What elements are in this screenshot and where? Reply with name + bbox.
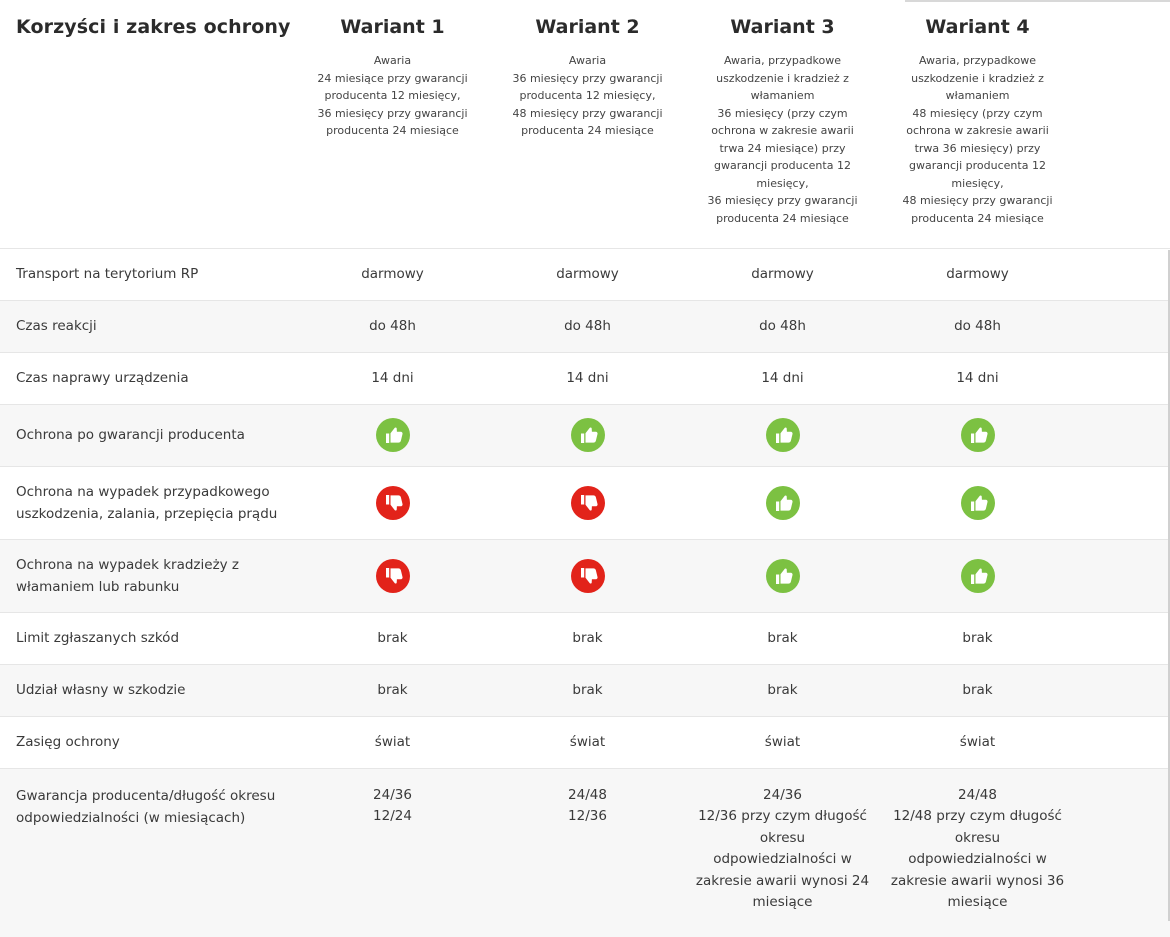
cell-variant-2: [490, 248, 685, 300]
row-label: [0, 404, 295, 466]
cell-line: 12/24: [373, 808, 412, 824]
cell-line: 24/36: [763, 786, 802, 803]
cell-value: darmowy: [751, 266, 814, 282]
page-title: Korzyści i zakres ochrony: [16, 16, 291, 38]
cell-variant-2: [490, 768, 685, 937]
header-spacer: [1075, 0, 1170, 248]
cell-variant-1: [295, 768, 490, 937]
cell-line: zakresie awarii wynosi 36: [890, 872, 1065, 889]
row-label-line: Udział własny w szkodzie: [16, 682, 186, 698]
table-body: [0, 248, 1170, 937]
variant-description-line: uszkodzenie i kradzież z: [911, 71, 1044, 85]
cell-variant-3: [685, 612, 880, 664]
cell-line: 12/48 przy czym długość: [893, 808, 1062, 824]
variant-description-line: gwarancji producenta 12: [909, 159, 1046, 172]
cell-variant-1: [295, 300, 490, 352]
cell-value: do 48h: [759, 318, 806, 334]
cell-variant-2: [490, 539, 685, 612]
cell-variant-4: [880, 539, 1075, 612]
row-label-line: Czas naprawy urządzenia: [16, 370, 189, 386]
variant-description-line: Awaria: [373, 54, 412, 67]
variant-description: [685, 38, 880, 227]
row-label: [0, 248, 295, 300]
row-label-line: Ochrona po gwarancji producenta: [16, 427, 245, 443]
variant-description-line: włamaniem: [750, 89, 815, 102]
cell-variant-4: [880, 466, 1075, 539]
variant-description-line: producenta 24 miesiące: [326, 124, 459, 137]
cell-variant-3: [685, 539, 880, 612]
row-label-line: Ochrona na wypadek przypadkowego: [16, 483, 270, 500]
variant-description-line: Awaria, przypadkowe: [918, 54, 1037, 67]
variant-description-line: trwa 24 miesiące) przy: [719, 141, 846, 155]
cell-variant-4: [880, 768, 1075, 937]
variant-name: Wariant 3: [730, 16, 835, 38]
thumbs-up-icon: [571, 418, 605, 452]
row-label-line: uszkodzenia, zalania, przepięcia prądu: [16, 505, 278, 522]
cell-line: odpowiedzialności w: [908, 851, 1047, 867]
variant-description-line: producenta 24 miesiące: [911, 211, 1044, 225]
cell-variant-1: [295, 248, 490, 300]
cell-value: brak: [377, 630, 408, 646]
cell-value: do 48h: [564, 318, 611, 334]
cell-value: brak: [767, 630, 798, 646]
variant-description-line: producenta 12 miesięcy,: [324, 89, 461, 102]
variant-header-3: [685, 0, 880, 248]
variant-name: Wariant 2: [535, 16, 640, 38]
row-label: [0, 612, 295, 664]
cell-line: 12/36: [568, 808, 607, 824]
thumbs-up-icon: [961, 418, 995, 452]
variant-name: Wariant 4: [925, 16, 1030, 38]
thumbs-up-icon: [766, 486, 800, 520]
row-spacer: [1075, 612, 1170, 664]
cell-variant-2: [490, 664, 685, 716]
variant-description-line: miesięcy,: [951, 176, 1004, 190]
table-row: [0, 716, 1170, 768]
cell-line: okresu: [954, 829, 1001, 846]
table-row: [0, 664, 1170, 716]
thumbs-up-icon: [766, 559, 800, 593]
row-label: [0, 716, 295, 768]
variant-description-line: uszkodzenie i kradzież z: [716, 71, 849, 85]
variant-description: [490, 38, 685, 140]
row-spacer: [1075, 404, 1170, 466]
cell-value: świat: [374, 734, 411, 750]
row-spacer: [1075, 768, 1170, 937]
row-spacer: [1075, 352, 1170, 404]
variant-description-line: 36 miesięcy (przy czym: [717, 106, 848, 120]
cell-value: świat: [569, 734, 606, 750]
cell-value: brak: [572, 682, 603, 698]
variant-description-line: 48 miesięcy przy gwarancji: [902, 194, 1053, 207]
cell-variant-3: [685, 768, 880, 937]
variant-description-line: producenta 24 miesiące: [716, 211, 849, 225]
cell-variant-4: [880, 612, 1075, 664]
cell-variant-1: [295, 404, 490, 466]
variant-description-line: 48 miesięcy przy gwarancji: [512, 106, 663, 120]
cell-value: 14 dni: [371, 370, 414, 386]
row-label: [0, 300, 295, 352]
cell-line: zakresie awarii wynosi 24: [695, 872, 870, 889]
variant-description-line: gwarancji producenta 12: [714, 159, 851, 172]
cell-value: brak: [767, 682, 798, 698]
cell-value: brak: [377, 682, 408, 698]
cell-variant-1: [295, 612, 490, 664]
cell-value: świat: [959, 734, 996, 750]
row-spacer: [1075, 664, 1170, 716]
table-header-row: [0, 0, 1170, 248]
variant-description-line: 48 miesięcy (przy czym: [912, 106, 1043, 120]
row-label: [0, 664, 295, 716]
variant-header-1: [295, 0, 490, 248]
row-label-line: włamaniem lub rabunku: [16, 578, 180, 595]
cell-value: 14 dni: [566, 370, 609, 386]
cell-variant-2: [490, 404, 685, 466]
table-row: [0, 539, 1170, 612]
thumbs-up-icon: [961, 559, 995, 593]
variant-description-line: ochrona w zakresie awarii: [906, 124, 1049, 137]
row-label-line: Czas reakcji: [16, 318, 97, 334]
variant-header-2: [490, 0, 685, 248]
row-spacer: [1075, 716, 1170, 768]
cell-variant-2: [490, 466, 685, 539]
cell-line: miesiące: [752, 894, 813, 910]
row-label: [0, 539, 295, 612]
thumbs-down-icon: [571, 559, 605, 593]
cell-variant-4: [880, 300, 1075, 352]
cell-variant-1: [295, 716, 490, 768]
variant-header-4: [880, 0, 1075, 248]
thumbs-up-icon: [766, 418, 800, 452]
cell-value: do 48h: [954, 318, 1001, 334]
cell-variant-4: [880, 716, 1075, 768]
thumbs-up-icon: [961, 486, 995, 520]
row-label-line: Zasięg ochrony: [16, 734, 120, 750]
cell-variant-1: [295, 466, 490, 539]
cell-variant-3: [685, 664, 880, 716]
cell-value: darmowy: [556, 266, 619, 282]
top-divider: [905, 0, 1170, 2]
table-row: [0, 466, 1170, 539]
table-row: [0, 768, 1170, 937]
row-label-line: Limit zgłaszanych szkód: [16, 630, 180, 646]
variant-description-line: ochrona w zakresie awarii: [711, 124, 854, 137]
variant-description-line: producenta 24 miesiące: [521, 124, 654, 137]
table-row: [0, 612, 1170, 664]
variant-description-line: trwa 36 miesięcy) przy: [914, 141, 1041, 155]
cell-value: brak: [962, 682, 993, 698]
cell-variant-4: [880, 664, 1075, 716]
table-row: [0, 248, 1170, 300]
variant-description-line: 24 miesiące przy gwarancji: [317, 71, 468, 85]
cell-value: 14 dni: [956, 370, 999, 386]
row-label-line: Ochrona na wypadek kradzieży z: [16, 556, 240, 573]
cell-line: okresu: [759, 829, 806, 846]
row-spacer: [1075, 466, 1170, 539]
thumbs-down-icon: [376, 486, 410, 520]
cell-variant-3: [685, 352, 880, 404]
row-spacer: [1075, 248, 1170, 300]
thumbs-down-icon: [376, 559, 410, 593]
cell-value: darmowy: [361, 266, 424, 282]
cell-variant-4: [880, 404, 1075, 466]
table-row: [0, 300, 1170, 352]
row-spacer: [1075, 539, 1170, 612]
cell-line: odpowiedzialności w: [713, 851, 852, 867]
variant-name: Wariant 1: [340, 16, 445, 38]
cell-variant-3: [685, 716, 880, 768]
cell-value: brak: [962, 630, 993, 646]
row-label-line: Gwarancja producenta/długość okresu: [16, 787, 276, 804]
cell-variant-2: [490, 612, 685, 664]
variant-description-line: Awaria: [568, 54, 607, 67]
cell-value: świat: [764, 734, 801, 750]
cell-variant-2: [490, 716, 685, 768]
row-spacer: [1075, 300, 1170, 352]
row-label: [0, 768, 295, 937]
cell-value: darmowy: [946, 266, 1009, 282]
cell-variant-2: [490, 352, 685, 404]
cell-line: 12/36 przy czym długość: [698, 808, 867, 824]
variant-description-line: miesięcy,: [756, 176, 809, 190]
variant-description-line: Awaria, przypadkowe: [723, 54, 842, 67]
cell-variant-2: [490, 300, 685, 352]
cell-variant-4: [880, 248, 1075, 300]
cell-variant-1: [295, 539, 490, 612]
cell-value: do 48h: [369, 318, 416, 334]
cell-variant-1: [295, 664, 490, 716]
cell-line: 24/48: [568, 786, 607, 803]
header-title-cell: [0, 0, 295, 248]
cell-variant-3: [685, 248, 880, 300]
row-label-line: Transport na terytorium RP: [16, 266, 199, 282]
cell-variant-4: [880, 352, 1075, 404]
cell-value: brak: [572, 630, 603, 646]
cell-variant-3: [685, 466, 880, 539]
variant-description-line: 36 miesięcy przy gwarancji: [707, 194, 858, 207]
variant-description: [295, 38, 490, 140]
cell-line: 24/36: [373, 786, 412, 803]
variant-description-line: 36 miesięcy przy gwarancji: [317, 106, 468, 120]
thumbs-down-icon: [571, 486, 605, 520]
table-row: [0, 404, 1170, 466]
thumbs-up-icon: [376, 418, 410, 452]
cell-line: 24/48: [958, 786, 997, 803]
cell-line: miesiące: [947, 894, 1008, 910]
row-label: [0, 466, 295, 539]
variant-description-line: włamaniem: [945, 89, 1010, 102]
cell-variant-3: [685, 300, 880, 352]
variant-description: [880, 38, 1075, 227]
variant-description-line: producenta 12 miesięcy,: [519, 89, 656, 102]
cell-variant-1: [295, 352, 490, 404]
row-label: [0, 352, 295, 404]
row-label-line: odpowiedzialności (w miesiącach): [16, 809, 246, 826]
table-row: [0, 352, 1170, 404]
variant-description-line: 36 miesięcy przy gwarancji: [512, 71, 663, 85]
cell-variant-3: [685, 404, 880, 466]
cell-value: 14 dni: [761, 370, 804, 386]
